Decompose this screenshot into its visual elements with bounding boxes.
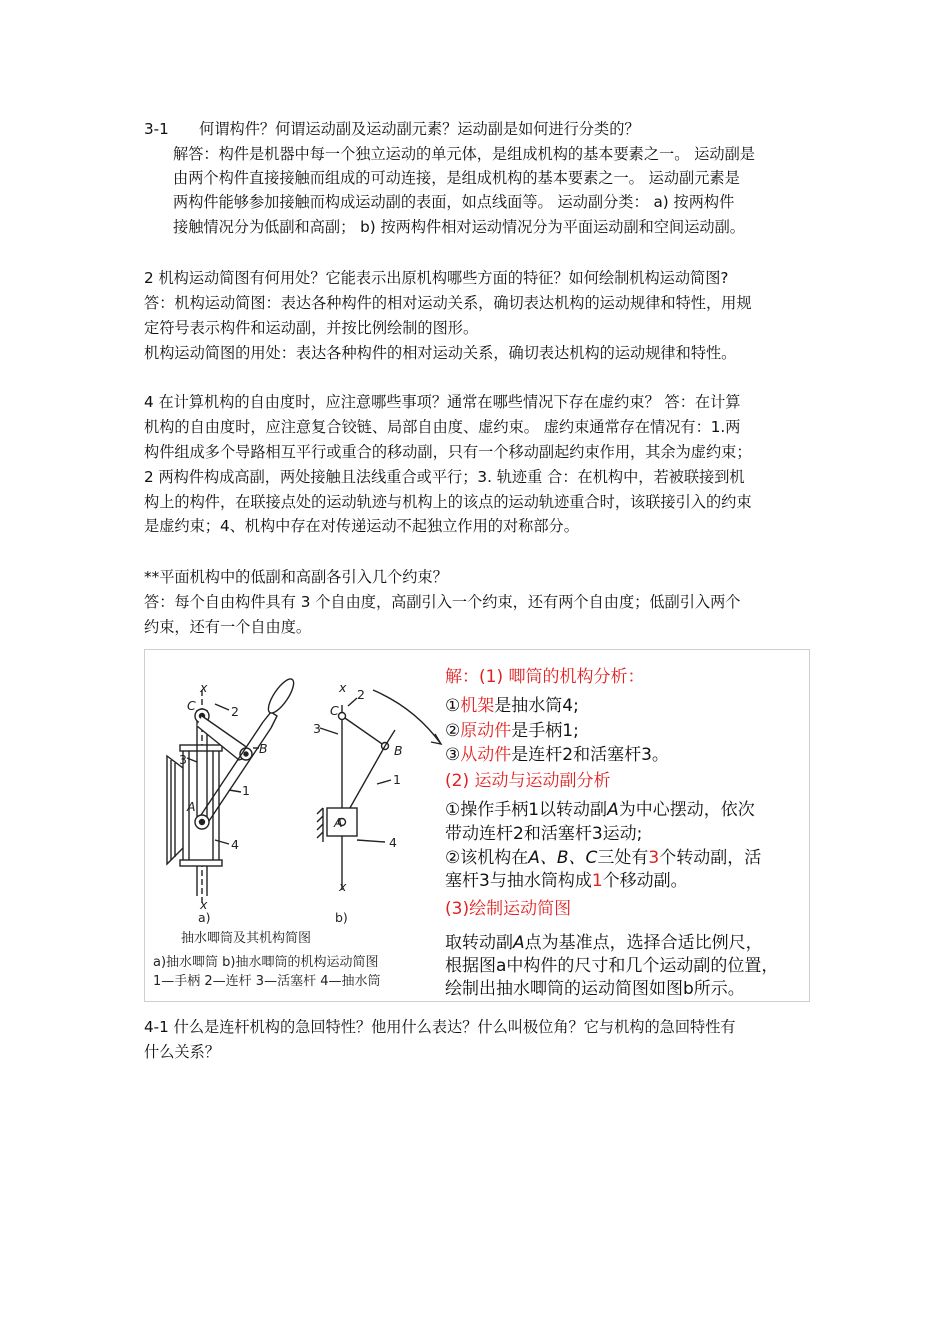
label-a-drawing: a) <box>198 910 211 925</box>
figure-legend-1: a)抽水唧筒 b)抽水唧筒的机构运动简图 <box>153 955 379 970</box>
draw-line-3: 绘制出抽水唧筒的运动简图如图b所示。 <box>445 979 745 999</box>
q31-line-4: 接触情况分为低副和高副； b) 按两构件相对运动情况分为平面运动副和空间运动副。 <box>173 218 745 236</box>
q31-line-3: 两构件能够参加接触而构成运动副的表面，如点线面等。 运动副分类： a) 按两构件 <box>173 193 735 211</box>
q2-line-1: 答：机构运动简图：表达各种构件的相对运动关系，确切表达机构的运动规律和特性，用规 <box>144 294 752 312</box>
draw-line-1: 取转动副A点为基准点，选择合适比例尺， <box>445 933 763 953</box>
motion-line-2: 带动连杆2和活塞杆3运动; <box>445 824 643 844</box>
pump-schematic-b <box>317 690 441 890</box>
q4-line-2: 构件组成多个导路相互平行或重合的移动副，只有一个移动副起约束作用，其余为虚约束； <box>144 443 752 461</box>
label-b-3: 3 <box>313 721 321 736</box>
label-2: 2 <box>231 704 239 719</box>
solution-item-1: ①机架是抽水筒4; <box>445 696 579 716</box>
label-x-bottom: x <box>200 897 208 912</box>
label-b-x-bottom: x <box>339 879 347 894</box>
q2-line-2: 定符号表示构件和运动副，并按比例绘制的图形。 <box>144 319 479 337</box>
q41-title: 4-1 什么是连杆机构的急回特性？他用什么表达？什么叫极位角？它与机构的急回特性有 <box>144 1018 736 1036</box>
q4-line-5: 是虚约束；4、机构中存在对传递运动不起独立作用的对称部分。 <box>144 517 579 535</box>
label-b-drawing: b) <box>335 910 348 925</box>
label-b-a: A <box>334 815 343 830</box>
solution-item-3: ③从动件是连杆2和活塞杆3。 <box>445 745 669 765</box>
label-b: B <box>259 741 268 756</box>
draw-line-2: 根据图a中构件的尺寸和几个运动副的位置， <box>445 956 779 976</box>
motion-line-4: 塞杆3与抽水筒构成1个移动副。 <box>445 871 688 891</box>
figure-legend-2: 1—手柄 2—连杆 3—活塞杆 4—抽水筒 <box>153 974 381 989</box>
solution-title: 解：(1) 唧筒的机构分析： <box>445 667 645 687</box>
q5-line-1: 答：每个自由构件具有 3 个自由度，高副引入一个约束，还有两个自由度；低副引入两个 <box>144 593 741 611</box>
q41-line-1: 什么关系？ <box>144 1043 220 1061</box>
q2-title: 2 机构运动简图有何用处？它能表示出原机构哪些方面的特征？如何绘制机构运动简图? <box>144 269 729 287</box>
label-b-x-top: x <box>339 680 347 695</box>
label-b-2: 2 <box>357 687 365 702</box>
label-b-4: 4 <box>389 835 397 850</box>
motion-line-1: ①操作手柄1以转动副A为中心摆动，依次 <box>445 800 755 820</box>
q5-line-2: 约束，还有一个自由度。 <box>144 618 312 636</box>
q4-line-4: 构上的构件，在联接点处的运动轨迹与机构上的该点的运动轨迹重合时，该联接引入的约束 <box>144 493 752 511</box>
motion-line-3: ②该机构在A、B、C三处有3个转动副，活 <box>445 848 762 868</box>
label-x-top: x <box>200 680 208 695</box>
label-b-b: B <box>394 743 403 758</box>
label-3: 3 <box>179 752 187 767</box>
label-4: 4 <box>231 837 239 852</box>
section-3-title: (3)绘制运动简图 <box>445 899 572 919</box>
q31-line-1: 解答：构件是机器中每一个独立运动的单元体，是组成机构的基本要素之一。 运动副是 <box>173 145 755 163</box>
q4-line-3: 2 两构件构成高副，两处接触且法线重合或平行；3. 轨迹重 合：在机构中，若被联接到机 <box>144 468 745 486</box>
section-2-title: (2) 运动与运动副分析 <box>445 771 611 791</box>
label-1: 1 <box>242 783 250 798</box>
q5-title: **平面机构中的低副和高副各引入几个约束？ <box>144 568 448 586</box>
label-b-1: 1 <box>393 772 401 787</box>
q4-line-1: 机构的自由度时，应注意复合铰链、局部自由度、虚约束。 虚约束通常存在情况有：1.两 <box>144 418 741 436</box>
label-c: C <box>187 698 196 713</box>
figure-caption: 抽水唧筒及其机构简图 <box>181 931 312 946</box>
solution-item-2: ②原动件是手柄1; <box>445 721 579 741</box>
pump-mechanism-figure <box>144 649 810 1002</box>
label-b-c: C <box>330 703 339 718</box>
q31-line-2: 由两个构件直接接触而组成的可动连接，是组成机构的基本要素之一。 运动副元素是 <box>173 169 740 187</box>
q2-line-3: 机构运动简图的用处：表达各种构件的相对运动关系，确切表达机构的运动规律和特性。 <box>144 344 737 362</box>
q4-title: 4 在计算机构的自由度时，应注意哪些事项？通常在哪些情况下存在虚约束？ 答：在计算 <box>144 393 741 411</box>
q31-title: 3-1 何谓构件？何谓运动副及运动副元素？运动副是如何进行分类的？ <box>144 120 640 138</box>
label-a: A <box>187 799 196 814</box>
